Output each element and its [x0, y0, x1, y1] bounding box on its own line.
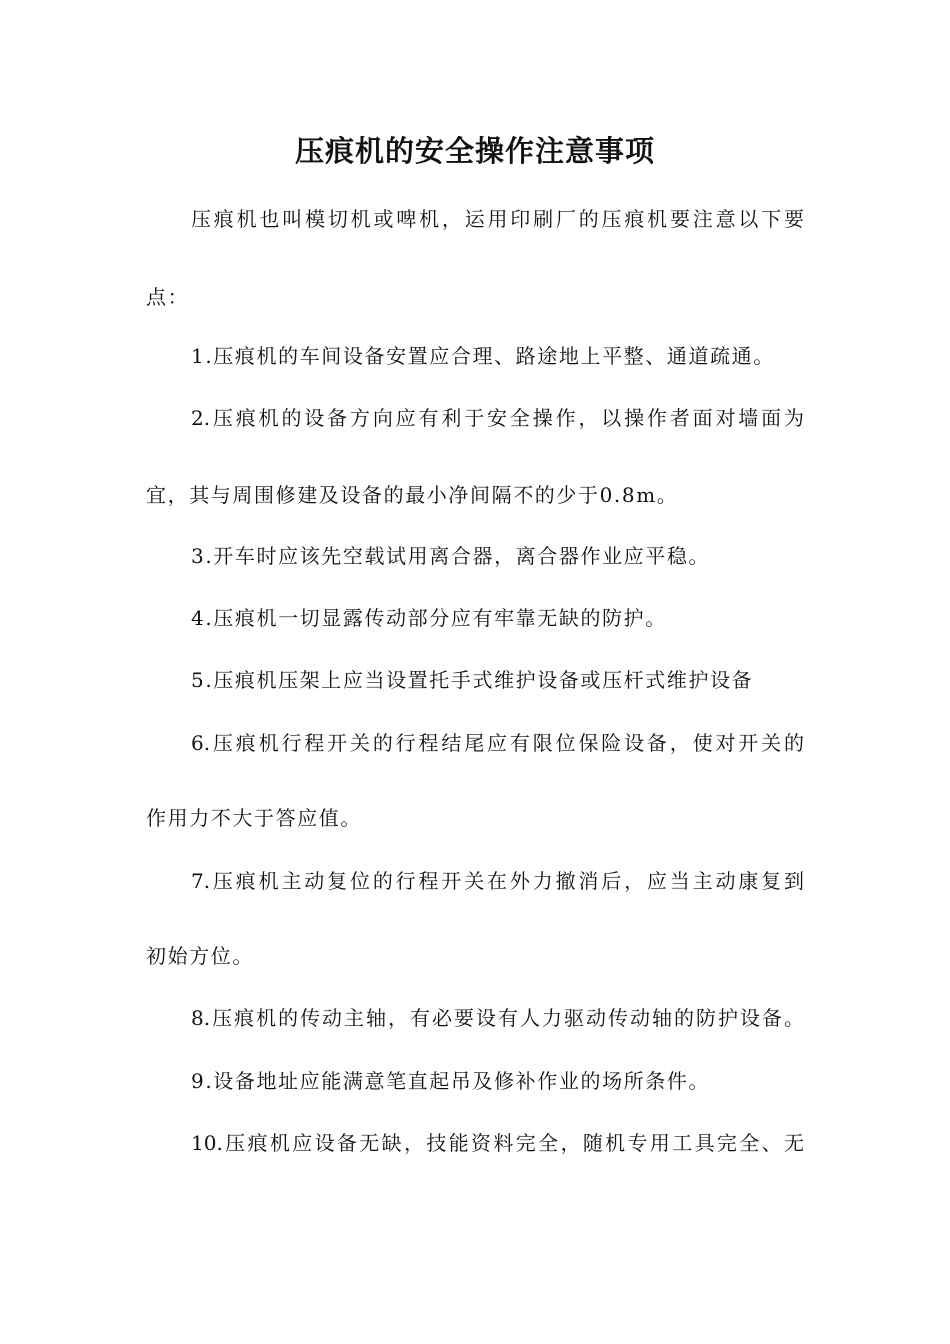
paragraph-item-6-line-1: 6.压痕机行程开关的行程结尾应有限位保险设备，使对开关的 [191, 731, 804, 755]
paragraph-item-2-line-2: 宜，其与周围修建及设备的最小净间隔不的少于0.8m。 [146, 483, 679, 507]
paragraph-item-1: 1.压痕机的车间设备安置应合理、路途地上平整、通道疏通。 [191, 344, 775, 368]
paragraph-intro-line-2: 点： [146, 285, 190, 309]
paragraph-item-3: 3.开车时应该先空载试用离合器，离合器作业应平稳。 [191, 544, 711, 568]
paragraph-item-6-line-2: 作用力不大于答应值。 [146, 806, 362, 830]
paragraph-item-9: 9.设备地址应能满意笔直起吊及修补作业的场所条件。 [191, 1069, 711, 1093]
paragraph-item-5: 5.压痕机压架上应当设置托手式维护设备或压杆式维护设备 [191, 668, 754, 692]
paragraph-intro-line-1: 压痕机也叫模切机或啤机，运用印刷厂的压痕机要注意以下要 [191, 207, 804, 231]
document-title: 压痕机的安全操作注意事项 [294, 134, 655, 168]
paragraph-item-8: 8.压痕机的传动主轴，有必要设有人力驱动传动轴的防护设备。 [191, 1006, 804, 1030]
paragraph-item-10-line-1: 10.压痕机应设备无缺，技能资料完全，随机专用工具完全、无 [191, 1131, 804, 1155]
paragraph-item-7-line-1: 7.压痕机主动复位的行程开关在外力撤消后，应当主动康复到 [191, 869, 804, 893]
paragraph-item-2-line-1: 2.压痕机的设备方向应有利于安全操作，以操作者面对墙面为 [191, 406, 804, 430]
paragraph-item-7-line-2: 初始方位。 [146, 944, 254, 968]
paragraph-item-4: 4.压痕机一切显露传动部分应有牢靠无缺的防护。 [191, 606, 667, 630]
